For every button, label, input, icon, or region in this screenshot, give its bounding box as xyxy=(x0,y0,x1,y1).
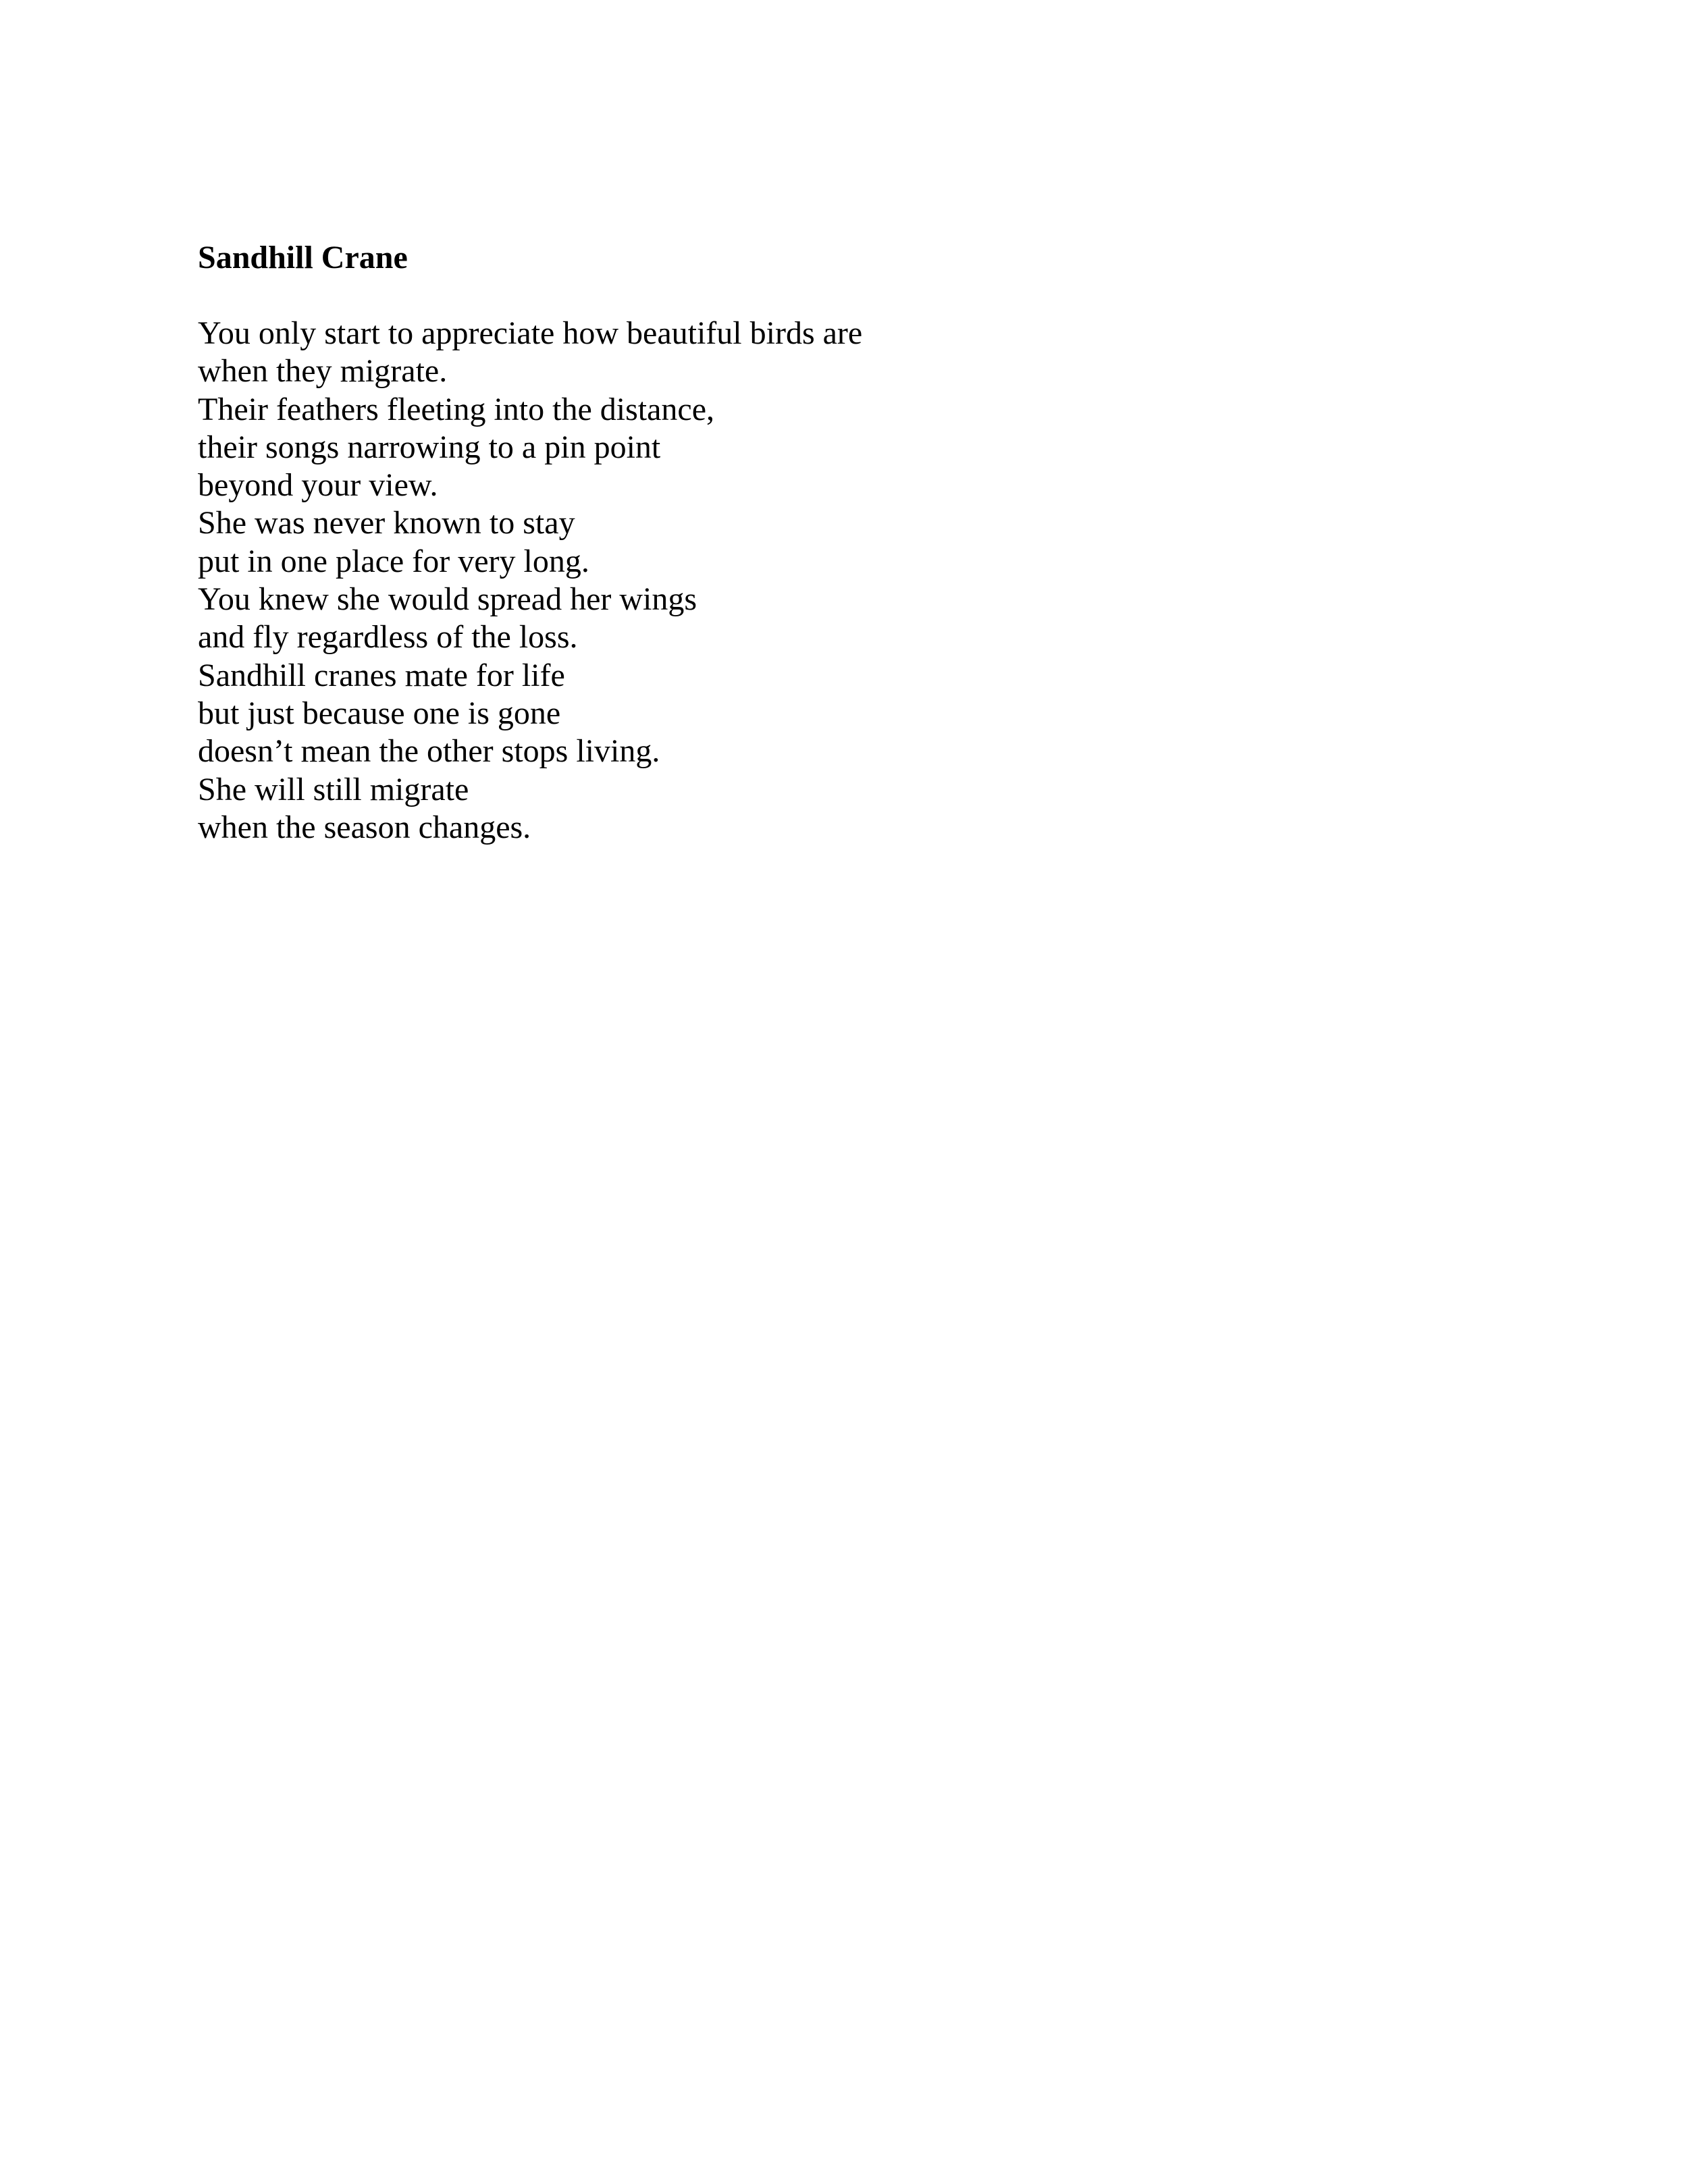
poem-line: beyond your view. xyxy=(198,467,438,504)
poem xyxy=(198,238,1413,847)
poem-line: their songs narrowing to a pin point xyxy=(198,429,661,465)
poem-line: doesn’t mean the other stops living. xyxy=(198,733,660,770)
poem-title: Sandhill Crane xyxy=(198,240,408,275)
poem-body xyxy=(198,315,1413,847)
poem-line: when they migrate. xyxy=(198,353,448,390)
poem-line: Their feathers fleeting into the distance, xyxy=(198,391,715,427)
poem-line: put in one place for very long. xyxy=(198,543,589,579)
poem-line: but just because one is gone xyxy=(198,695,561,731)
poem-line: when the season changes. xyxy=(198,809,531,845)
poem-line: and fly regardless of the loss. xyxy=(198,619,578,656)
poem-line: She will still migrate xyxy=(198,771,469,807)
poem-line: You knew she would spread her wings xyxy=(198,581,697,618)
poem-line: You only start to appreciate how beautiful birds are xyxy=(198,315,863,351)
poem-line: Sandhill cranes mate for life xyxy=(198,657,565,693)
poem-line: She was never known to stay xyxy=(198,505,575,541)
